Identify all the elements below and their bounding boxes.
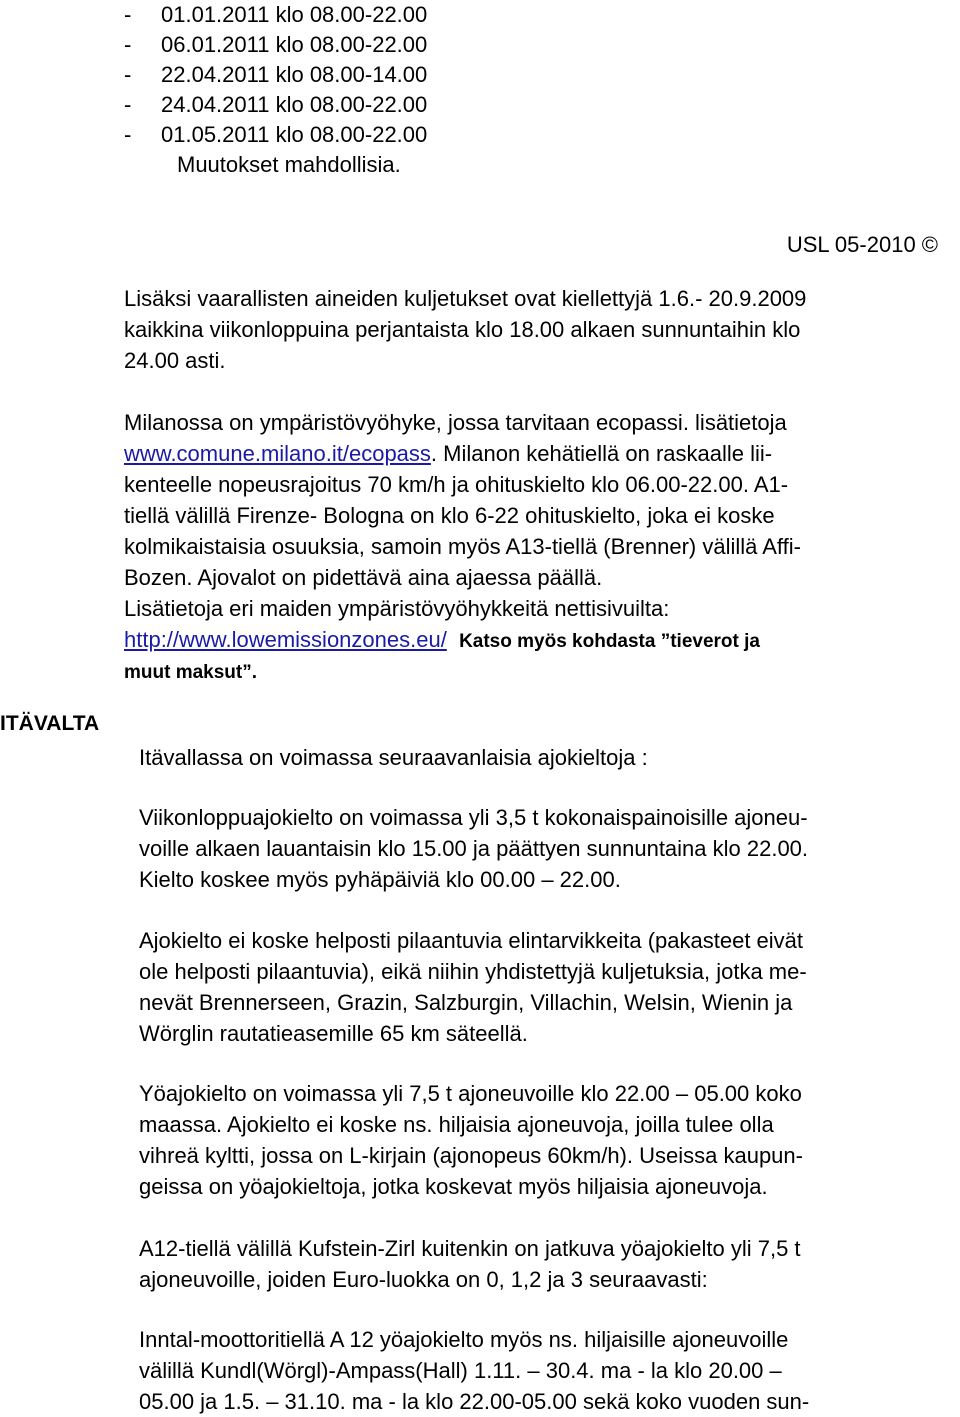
text-line: A12-tiellä välillä Kufstein-Zirl kuitenkin on jatkuva yöajokielto yli 7,5 t	[139, 1236, 801, 1261]
text-line: geissa on yöajokieltoja, jotka koskevat myös hiljaisia ajoneuvoja.	[139, 1174, 768, 1199]
text-line: kenteelle nopeusrajoitus 70 km/h ja ohituskielto klo 06.00-22.00. A1-	[124, 472, 789, 497]
text-line: välillä Kundl(Wörgl)-Ampass(Hall) 1.11. – 30.4. ma - la klo 20.00 –	[139, 1358, 782, 1383]
inntal-motorway-paragraph	[139, 1324, 809, 1417]
date-item: 24.04.2011 klo 08.00-22.00	[161, 92, 428, 117]
text-line: voille alkaen lauantaisin klo 15.00 ja päättyen sunnuntaina klo 22.00.	[139, 836, 809, 861]
text-line: Lisäksi vaarallisten aineiden kuljetukset ovat kiellettyjä 1.6.- 20.9.2009	[124, 286, 807, 311]
text-fragment: . Milanon kehätiellä on raskaalle lii-	[430, 441, 773, 466]
text-line: Bozen. Ajovalot on pidettävä aina ajaessa päällä.	[124, 565, 603, 590]
austria-intro	[139, 742, 648, 773]
date-item: 22.04.2011 klo 08.00-14.00	[161, 62, 428, 87]
text-line: ajoneuvoille, joiden Euro-luokka on 0, 1,2 ja 3 seuraavasti:	[139, 1267, 708, 1292]
see-also-note: Katso myös kohdasta ”tieverot ja	[459, 631, 760, 652]
text-line: Viikonloppuajokielto on voimassa yli 3,5 t kokonaispainoisille ajoneu-	[139, 805, 808, 830]
list-dash: -	[124, 32, 132, 57]
text-line: vihreä kyltti, jossa on L-kirjain (ajonopeus 60km/h). Useissa kaupun-	[139, 1143, 803, 1168]
list-dash: -	[124, 122, 132, 147]
source-tag: USL 05-2010 ©	[786, 232, 938, 257]
date-item: 06.01.2011 klo 08.00-22.00	[161, 32, 428, 57]
list-dash: -	[124, 2, 132, 27]
text-line: kaikkina viikonloppuina perjantaista klo 18.00 alkaen sunnuntaihin klo	[124, 317, 801, 342]
section-heading-austria: ITÄVALTA	[0, 712, 100, 735]
ecopass-link[interactable]: www.comune.milano.it/ecopass	[124, 441, 431, 466]
text-line: kolmikaistaisia osuuksia, samoin myös A13-tiellä (Brenner) välillä Affi-	[124, 534, 801, 559]
see-also-note-cont: muut maksut”.	[124, 662, 258, 683]
text-line: ole helposti pilaantuvia), eikä niihin yhdistettyjä kuljetuksia, jotka me-	[139, 959, 807, 984]
text-line	[124, 438, 801, 469]
date-item: 01.05.2011 klo 08.00-22.00	[161, 122, 428, 147]
text-line: Itävallassa on voimassa seuraavanlaisia ajokieltoja :	[139, 745, 648, 770]
text-line: Milanossa on ympäristövyöhyke, jossa tarvitaan ecopassi. lisätietoja	[124, 410, 787, 435]
text-line: Inntal-moottoritiellä A 12 yöajokielto myös ns. hiljaisille ajoneuvoille	[139, 1327, 789, 1352]
list-dash: -	[124, 92, 132, 117]
text-line	[124, 624, 801, 657]
text-line: nevät Brennerseen, Grazin, Salzburgin, Villachin, Welsin, Wienin ja	[139, 990, 793, 1015]
text-line: Yöajokielto on voimassa yli 7,5 t ajoneuvoille klo 22.00 – 05.00 koko	[139, 1081, 802, 1106]
night-ban-paragraph	[139, 1078, 803, 1202]
lowemissionzones-link[interactable]: http://www.lowemissionzones.eu/	[124, 627, 447, 652]
milan-ecopass-paragraph	[124, 407, 801, 688]
weekend-ban-paragraph	[139, 802, 808, 895]
text-line: Wörglin rautatieasemille 65 km säteellä.	[139, 1021, 528, 1046]
text-line: Ajokielto ei koske helposti pilaantuvia elintarvikkeita (pakasteet eivät	[139, 928, 804, 953]
a12-night-ban-paragraph	[139, 1233, 801, 1295]
text-line: Lisätietoja eri maiden ympäristövyöhykkeitä nettisivuilta:	[124, 596, 670, 621]
perishables-exemption-paragraph	[139, 925, 807, 1049]
text-line: 05.00 ja 1.5. – 31.10. ma - la klo 22.00-05.00 sekä koko vuoden sun-	[139, 1389, 810, 1414]
list-dash: -	[124, 62, 132, 87]
changes-note: Muutokset mahdollisia.	[177, 152, 401, 177]
date-item: 01.01.2011 klo 08.00-22.00	[161, 2, 428, 27]
text-line: tiellä välillä Firenze- Bologna on klo 6-22 ohituskielto, joka ei koske	[124, 503, 775, 528]
text-line: 24.00 asti.	[124, 348, 226, 373]
text-line: maassa. Ajokielto ei koske ns. hiljaisia ajoneuvoja, joilla tulee olla	[139, 1112, 774, 1137]
text-line: Kielto koskee myös pyhäpäiviä klo 00.00 – 22.00.	[139, 867, 621, 892]
dangerous-goods-paragraph	[124, 283, 806, 376]
